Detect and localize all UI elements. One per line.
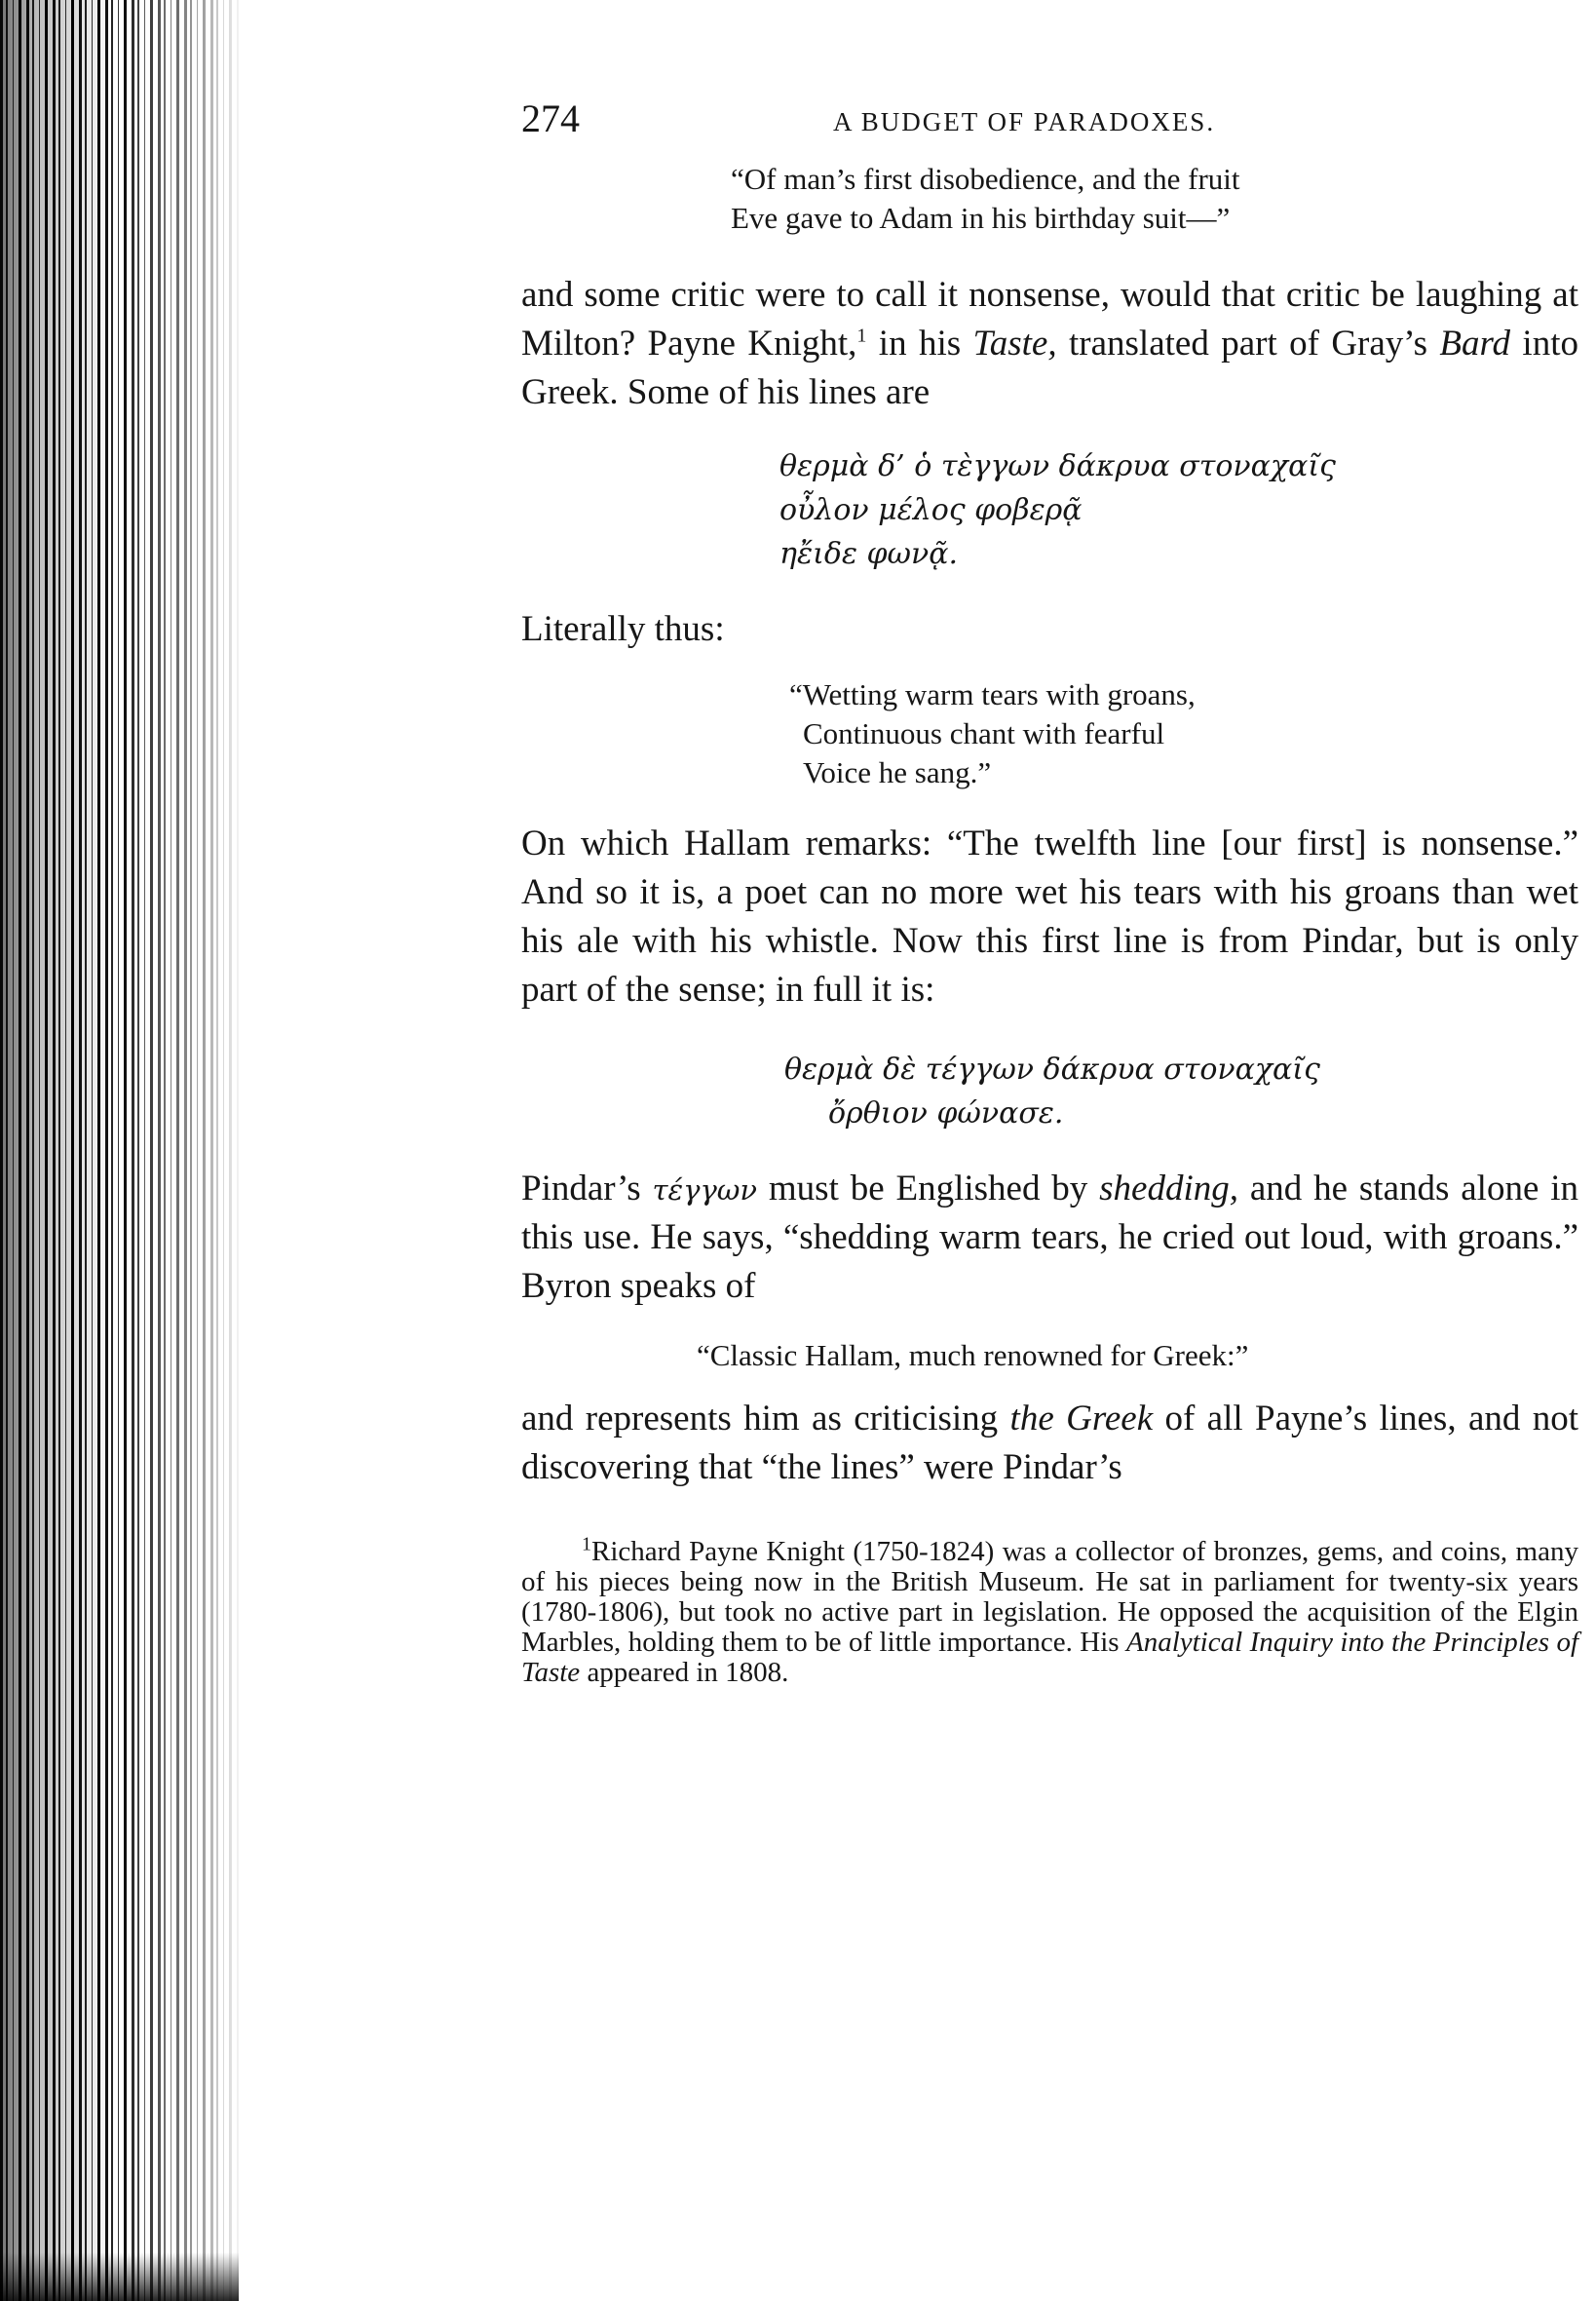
emphasis-italic: the Greek	[1009, 1399, 1154, 1438]
para-text: and he stands alone in this use. He says, “shedding warm tears, he cried out loud, with groans.” Byron speaks of	[521, 1169, 1578, 1306]
para-text: into Greek. Some of his lines are	[521, 324, 1578, 412]
verse-line: Voice he sang.”	[803, 755, 992, 789]
greek-line: ὄρθιον φώνασε.	[828, 1096, 1064, 1131]
title-italic: Bard	[1439, 324, 1511, 364]
verse-line: “Classic Hallam, much renowned for Greek:”	[697, 1338, 1249, 1372]
para-text: and represents him as criticising	[521, 1399, 1010, 1438]
greek-quote-gray	[779, 444, 1578, 576]
paragraph	[521, 1395, 1578, 1492]
footnote-marker: 1	[582, 1533, 591, 1555]
para-text: of all Payne’s lines, and not discovering that “the lines” were Pindar’s	[521, 1399, 1578, 1487]
footnote-marker: 1	[856, 325, 867, 347]
quote-milton	[731, 160, 1578, 238]
para-text: Literally thus:	[521, 609, 725, 649]
greek-line: ηἔιδε φωνᾷ.	[779, 537, 959, 571]
page-edge-shadow	[0, 2252, 239, 2301]
running-head	[521, 88, 1578, 146]
greek-line: οὖλον μέλος φοβερᾷ	[779, 493, 1083, 527]
greek-word: τέγγων	[652, 1173, 758, 1207]
paragraph	[521, 820, 1578, 1015]
verse-line: Continuous chant with fearful	[803, 716, 1165, 750]
title-italic: Analytical Inquiry into the Principles of Taste	[521, 1627, 1578, 1688]
book-page	[521, 88, 1578, 1688]
greek-line: θερμὰ δ’ ὁ τὲγγων δάκρυα στοναχαῖς	[779, 449, 1336, 483]
book-page-edge	[0, 0, 239, 2301]
title-italic: Taste,	[972, 324, 1057, 364]
paragraph	[521, 271, 1578, 417]
paragraph	[521, 1165, 1578, 1311]
para-text: On which Hallam remarks: “The twelfth line [our first] is nonsense.” And so it is, a poet can no more wet his tears with his groans than wet his ale with his whistle. Now this first line is from Pindar, but is only part of the sense; in full it is:	[521, 824, 1578, 1010]
para-text: in his	[866, 324, 973, 364]
footnote-text: appeared in 1808.	[580, 1657, 789, 1688]
greek-line: θερμὰ δὲ τέγγων δάκρυα στοναχαῖς	[784, 1053, 1320, 1087]
para-text: translated part of Gray’s	[1056, 324, 1440, 364]
emphasis-italic: shedding,	[1099, 1169, 1239, 1208]
verse-line: “Of man’s first disobedience, and the fruit	[731, 162, 1240, 196]
para-text: Pindar’s	[521, 1169, 653, 1208]
footnote-text: Richard Payne Knight (1750-1824) was a collector of bronzes, gems, and coins, many of his pieces being now in the British Museum. He sat in parliament for twenty-six years (1780-1806), but took no active part in legislation. He opposed the acquisition of the Elgin Marbles, holding them to be of little importance. His	[521, 1536, 1578, 1658]
footnote	[521, 1533, 1578, 1688]
verse-line: Eve gave to Adam in his birthday suit—”	[731, 201, 1231, 235]
para-text: must be Englished by	[757, 1169, 1100, 1208]
running-title: A BUDGET OF PARADOXES.	[833, 107, 1216, 136]
greek-quote-pindar	[784, 1048, 1578, 1135]
quote-byron	[697, 1336, 1578, 1375]
verse-line: “Wetting warm tears with groans,	[789, 677, 1196, 711]
para-text: and some critic were to call it nonsense, would that critic be laughing at Milton? Payne Knight,	[521, 275, 1578, 364]
page-number: 274	[521, 96, 580, 140]
paragraph	[521, 605, 1578, 654]
quote-literal-translation	[789, 675, 1578, 792]
